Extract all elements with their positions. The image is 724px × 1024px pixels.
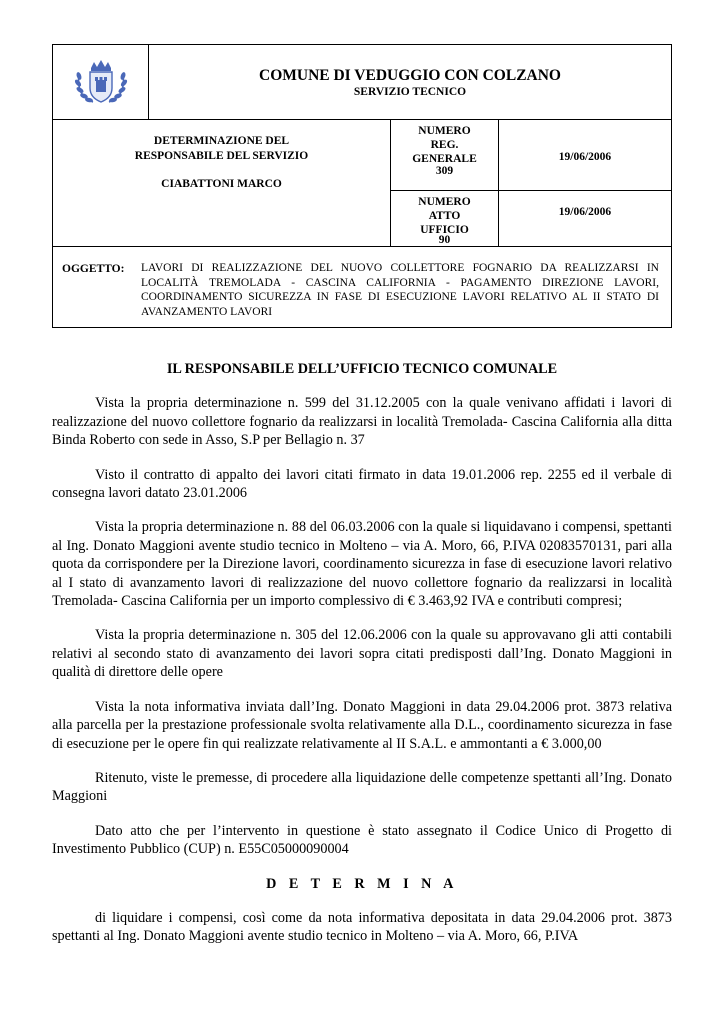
- reg-generale-date: 19/06/2006: [558, 151, 612, 163]
- paragraph: Vista la propria determinazione n. 88 del 06.03.2006 con la quale si liquidavano i compensi, spettanti al Ing. Donato Maggioni avente studio tecnico in Molteno – via A. Moro, 66, P.IVA 02083570131, pari alla quota da corrispondere per la Direzione lavori, coordinamento sicurezza in fase di esecuzione lavori relativo al I stato di avanzamento lavori di realizzazione del nuovo collettore fognario da realizzarsi in località Tremolada- Cascina California per un importo complessivo di € 3.463,92 IVA e contributi compresi;: [52, 519, 672, 610]
- oggetto-text: LAVORI DI REALIZZAZIONE DEL NUOVO COLLETTORE FOGNARIO DA REALIZZARSI IN LOCALITÀ TREMOLADA - CASCINA CALIFORNIA - PAGAMENTO DIREZIONE LAVORI, COORDINAMENTO SICUREZZA IN FASE DI ESECUZIONE LAVORI RELATIVO AL II STATO DI AVANZAMENTO LAVORI: [141, 262, 659, 318]
- reg-generale-cell: [391, 120, 498, 190]
- service-name: SERVIZIO TECNICO: [353, 86, 467, 98]
- atto-ufficio-date: 19/06/2006: [558, 206, 612, 218]
- paragraph: Visto il contratto di appalto dei lavori citati firmato in data 19.01.2006 rep. 2255 ed il verbale di consegna lavori datato 23.01.2006: [52, 466, 672, 502]
- divider: [498, 119, 499, 246]
- paragraph: Dato atto che per l’intervento in questione è stato assegnato il Codice Unico di Progetto di Investimento Pubblico (CUP) n. E55C05000090004: [52, 822, 672, 858]
- oggetto-cell: [53, 247, 671, 327]
- document-body: [52, 360, 672, 962]
- paragraph: Vista la propria determinazione n. 599 del 31.12.2005 con la quale venivano affidati i lavori di realizzazione del nuovo collettore fognario da realizzarsi in località Tremolada- Cascina California alla ditta Binda Roberto con sede in Asso, S.P per Bellagio n. 37: [52, 395, 672, 449]
- oggetto-label: OGGETTO:: [62, 263, 125, 275]
- paragraph: Vista la propria determinazione n. 305 del 12.06.2006 con la quale su approvavano gli atti contabili relativi al secondo stato di avanzamento dei lavori sopra citati predisposti dall’Ing. Donato Maggioni in qualità di direttore delle opere: [52, 627, 672, 681]
- atto-ufficio-value: 90: [438, 234, 451, 246]
- reg-generale-value: 309: [435, 165, 454, 177]
- atto-ufficio-cell: [391, 191, 498, 246]
- header-table: [52, 44, 672, 328]
- determination-cell: [53, 120, 390, 246]
- paragraph: Ritenuto, viste le premesse, di procedere alla liquidazione delle competenze spettanti all’Ing. Donato Maggioni: [52, 769, 672, 805]
- logo-cell: [53, 45, 148, 119]
- paragraph: Vista la nota informativa inviata dall’Ing. Donato Maggioni in data 29.04.2006 prot. 3873 relativa alla parcella per la prestazione professionale svolta relativamente alla D.L., coordinamento sicurezza in fase di esecuzione per le opere fin qui realizzate relativamente al II S.A.L. e ammontanti a € 3.000,00: [52, 698, 672, 752]
- section-heading: IL RESPONSABILE DELL’UFFICIO TECNICO COMUNALE: [166, 361, 558, 377]
- atto-ufficio-label: NUMERO ATTO UFFICIO: [418, 196, 471, 236]
- page-title: COMUNE DI VEDUGGIO CON COLZANO: [259, 67, 561, 84]
- paragraph: di liquidare i compensi, così come da nota informativa depositata in data 29.04.2006 prot. 3873 spettanti al Ing. Donato Maggioni avente studio tecnico in Molteno – via A. Moro, 66, P.IVA: [52, 909, 672, 945]
- coat-of-arms-icon: [71, 58, 131, 106]
- determina-heading: D E T E R M I N A: [266, 875, 458, 892]
- responsible-name: CIABATTONI MARCO: [161, 178, 282, 190]
- determination-title: DETERMINAZIONE DEL RESPONSABILE DEL SERVIZIO: [134, 135, 309, 162]
- title-cell: [149, 45, 671, 119]
- reg-generale-label: NUMERO REG. GENERALE: [412, 125, 477, 165]
